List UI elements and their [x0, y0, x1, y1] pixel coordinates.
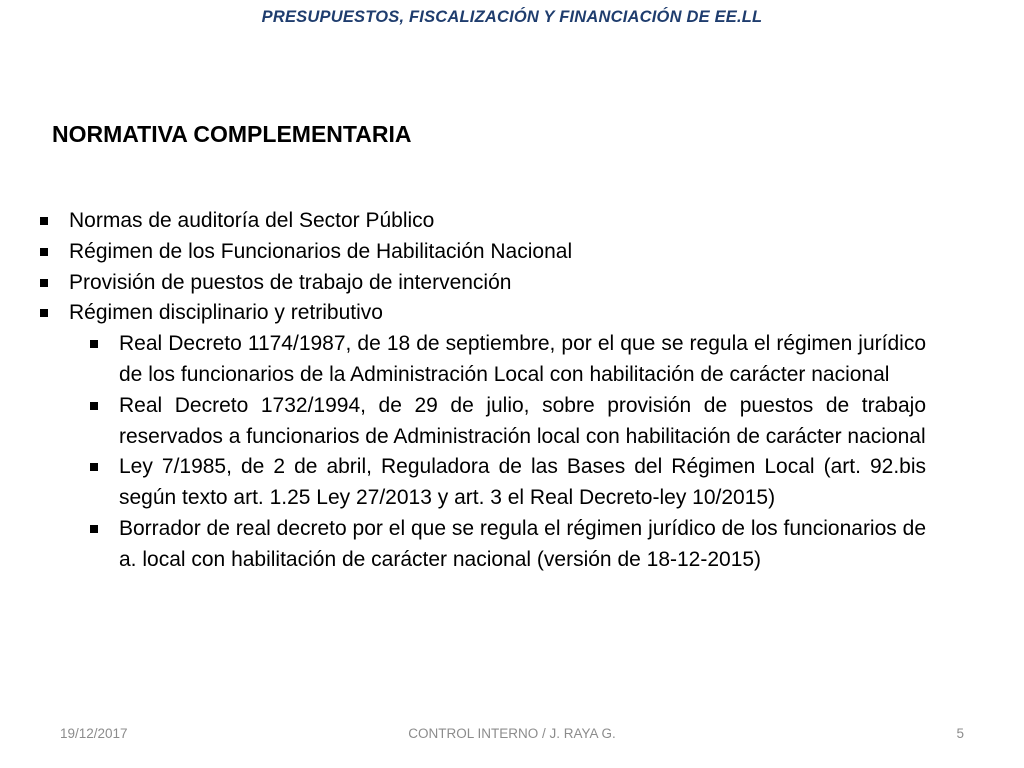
square-bullet-icon — [90, 340, 98, 348]
sub-bullet-text: Ley 7/1985, de 2 de abril, Reguladora de las Bases del Régimen Local (art. 92.bis según texto art. 1.25 Ley 27/2013 y art. 3 el Real Decreto-ley 10/2015) — [119, 455, 926, 510]
footer-date: 19/12/2017 — [60, 726, 128, 741]
bullet-text: Provisión de puestos de trabajo de intervención — [69, 270, 512, 294]
bullet-text: Normas de auditoría del Sector Público — [69, 209, 435, 232]
bullet-item — [38, 237, 926, 268]
square-bullet-icon — [40, 279, 48, 287]
sub-bullet-item — [38, 329, 926, 391]
sub-bullet-item — [38, 391, 926, 453]
sub-bullet-item — [38, 514, 926, 576]
bullet-text: Régimen de los Funcionarios de Habilitación Nacional — [69, 239, 573, 263]
square-bullet-icon — [40, 309, 48, 317]
sub-bullet-item — [38, 452, 926, 514]
slide-header: PRESUPUESTOS, FISCALIZACIÓN Y FINANCIACIÓN DE EE.LL — [261, 8, 763, 26]
bullet-item — [38, 206, 926, 237]
page-number: 5 — [956, 726, 964, 741]
slide-content — [38, 206, 926, 576]
square-bullet-icon — [40, 248, 48, 256]
square-bullet-icon — [90, 402, 98, 410]
sub-bullet-text: Real Decreto 1732/1994, de 29 de julio, sobre provisión de puestos de trabajo reservados a funcionarios de Administración local con habilitación de carácter nacional — [119, 393, 926, 448]
sub-bullet-text: Real Decreto 1174/1987, de 18 de septiembre, por el que se regula el régimen jurídico de los funcionarios de la Administración Local con habilitación de carácter nacional — [119, 332, 926, 386]
square-bullet-icon — [90, 463, 98, 471]
bullet-item — [38, 268, 926, 299]
square-bullet-icon — [40, 217, 48, 225]
square-bullet-icon — [90, 525, 98, 533]
sub-bullet-text: Borrador de real decreto por el que se regula el régimen jurídico de los funcionarios de a. local con habilitación de carácter nacional (versión de 18-12-2015) — [119, 516, 926, 571]
bullet-text: Régimen disciplinario y retributivo — [69, 301, 383, 325]
bullet-item — [38, 298, 926, 329]
slide-title: NORMATIVA COMPLEMENTARIA — [52, 121, 412, 147]
footer-author: CONTROL INTERNO / J. RAYA G. — [408, 726, 616, 741]
